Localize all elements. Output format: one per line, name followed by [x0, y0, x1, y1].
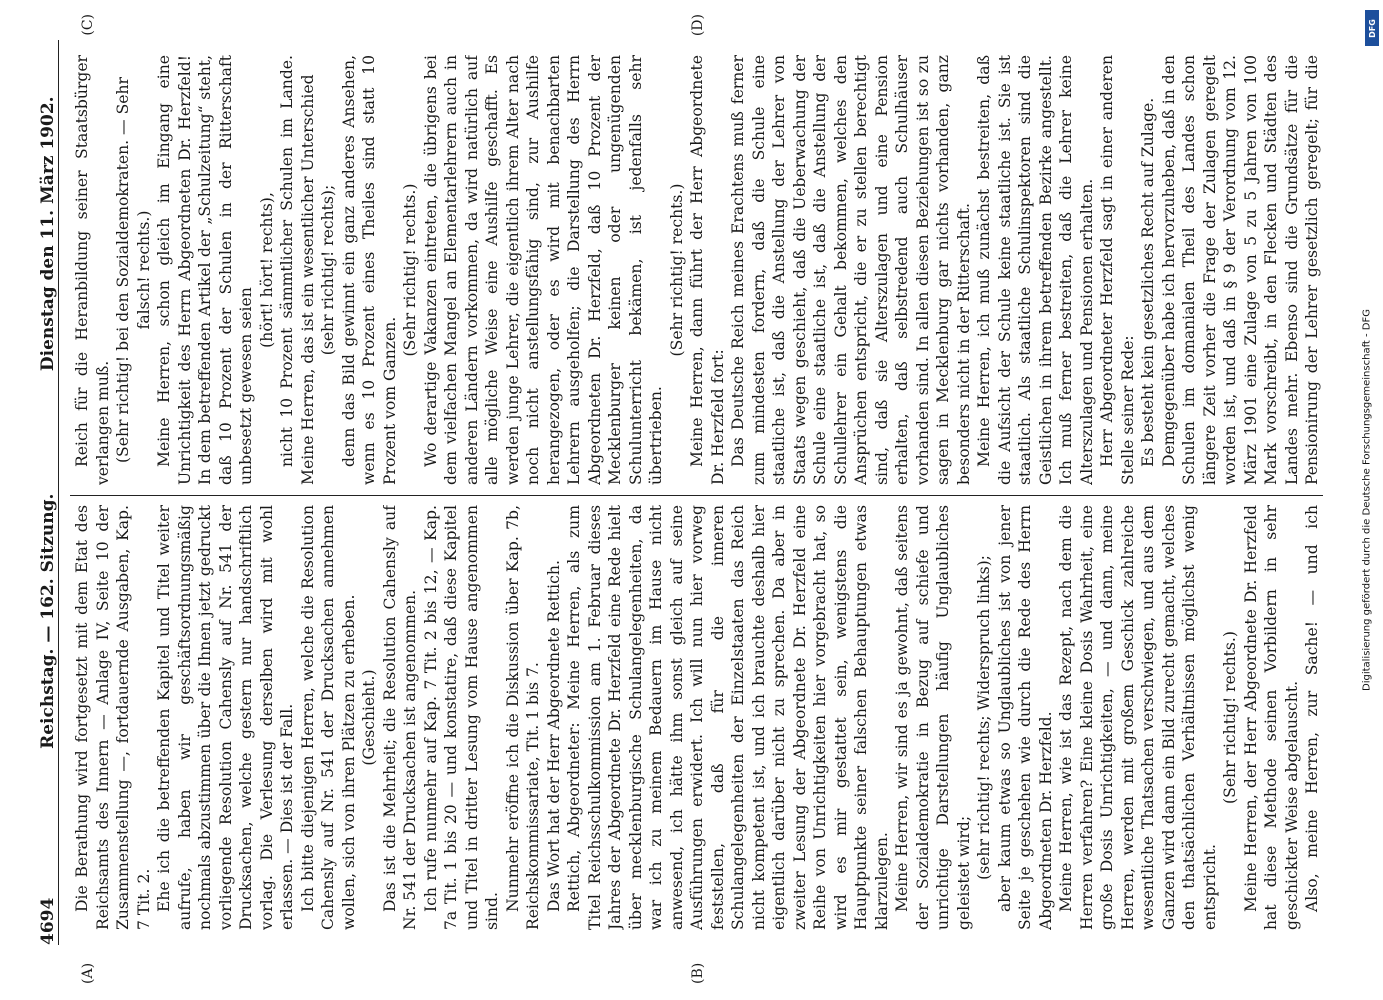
paragraph: Meine Herren, wir sind es ja gewohnt, daß seitens der Sozialdemokratie in Bezug auf schiefe und unrichtige Darstellungen häufig Unglaubliches geleistet wird; — [893, 505, 973, 930]
paragraph: Meine Herren, dann führt der Herr Abgeordnete Dr. Herzfeld fort: — [688, 55, 727, 485]
paragraph: Das Deutsche Reich meines Erachtens muß ferner zum mindesten fordern, daß die Schule eine staatliche ist, daß die Anstellung der Lehrer von Staats wegen geschieht, daß die Ueberwachung der Schule eine staatliche ist, daß die Anstellung der Schullehrer ein Gehalt bekommen, welches den Ansprüchen entspricht, die er zu stellen berechtigt sind, daß sie Alterszulagen und eine Pension erhalten, daß selbstredend auch Schulhäuser vorhanden sind. In allen diesen Beziehungen ist so zu sagen in Mecklenburg gar nichts vorhanden, ganz besonders nicht in der Ritterschaft. — [729, 55, 973, 485]
page-header — [22, 40, 59, 945]
paragraph: Nunmehr eröffne ich die Diskussion über Kap. 7b, Reichskommissariate, Tit. 1 bis 7. — [503, 505, 542, 930]
paragraph: Herr Abgeordneter Herzfeld sagt in einer anderen Stelle seiner Rede: — [1098, 55, 1137, 485]
credit-text: Digitalisierung gefördert durch die Deutsche Forschungsgemeinschaft - DFG — [1361, 308, 1373, 692]
page-number: 4694 — [38, 897, 58, 945]
paragraph: (Sehr richtig! rechts.) — [1221, 631, 1239, 804]
paragraph: (hört! hört! rechts), — [257, 192, 276, 348]
paragraph: Meine Herren, wie ist das Rezept, nach dem die Herren verfahren? Eine kleine Dosis Wahrheit, eine große Dosis Unrichtigkeiten, — und dann, meine Herren, werden mit großem Geschick zahlreiche wesentliche Thatsachen verschwiegen, und aus dem Ganzen wird dann ein Bild zurecht gemacht, welches den thatsächlichen Verhältnissen möglichst wenig entspricht. — [1057, 505, 1219, 930]
paragraph: Meine Herren, ich muß zunächst bestreiten, daß die Aufsicht der Schule keine staatliche ist. Sie ist staatlich. Als staatliche Schulinspektoren sind die Geistlichen in ihrem betreffenden Bezirke angestellt. Ich muß ferner bestreiten, daß die Lehrer keine Alterszulagen und Pensionen erhalten. — [975, 55, 1096, 485]
paragraph: (Geschieht.) — [360, 669, 378, 766]
paragraph: Ehe ich die betreffenden Kapitel und Titel weiter aufrufe, haben wir geschäftsordnungsmäßig nochmals abzustimmen über die Ihnen jetzt gedruckt vorliegende Resolution Cahensly auf Nr. 541 der Drucksachen, welche gestern nur handschriftlich vorlag. Die Verlesung derselben wird mit wohl erlassen. — Dies ist der Fall. — [155, 505, 296, 930]
paragraph: (Sehr richtig! bei den Sozialdemokraten. — Sehr falsch! rechts.) — [114, 76, 153, 464]
paragraph: Reich für die Heranbildung seiner Staatsbürger verlangen muß. — [73, 55, 112, 485]
paragraph: Demgegenüber habe ich hervorzuheben, daß in den Schulen im domanialen Theil des Landes schon längere Zeit vorher die Frage der Zulagen geregelt worden ist, und daß in § 9 der Verordnung vom 12. März 1901 eine Zulage von 5 zu 5 Jahren von 100 Mark vorschreibt, in den Flecken und Städten des Landes mehr. Ebenso sind die Grundsätze für die Pensionirung der Lehrer gesetzlich geregelt; für die — [1159, 55, 1321, 485]
paragraph: Das ist die Mehrheit; die Resolution Cahensly auf Nr. 541 der Drucksachen ist angenommen. — [380, 505, 419, 930]
paragraph: Also, meine Herren, zur Sache! — und ich — [1303, 505, 1321, 912]
right-text-column — [72, 55, 1323, 485]
paragraph: Meine Herren, der Herr Abgeordnete Dr. Herzfeld hat diese Methode seinen Vorbildern in sehr geschickter Weise abgelauscht. — [1241, 505, 1301, 930]
paragraph: nicht 10 Prozent sämmtlicher Schulen im Lande. Meine Herren, das ist ein wesentlicher Unterschied — [278, 55, 317, 485]
margin-marker-d: (D) — [690, 14, 706, 37]
digitization-credit — [1352, 0, 1382, 1000]
paragraph: Es besteht kein gesetzliches Recht auf Zulage. — [1139, 97, 1157, 467]
paragraph: Die Berathung wird fortgesetzt mit dem Etat des Reichsamts des Innern — Anlage IV, Seite 10 der Zusammenstellung —, fortdauernde Ausgaben, Kap. 7 Tit. 2. — [73, 505, 153, 930]
paragraph: Wo derartige Vakanzen eintreten, die übrigens bei dem vielfachen Mangel an Elementarlehrern auch in anderen Ländern vorkommen, da wird natürlich auf alle mögliche Weise eine Aushilfe geschafft. Es werden junge Lehrer, die eigentlich ihrem Alter nach noch nicht anstellungsfähig sind, zur Aushilfe herangezogen, oder es wird mit benachbarten Lehrern ausgeholfen; die Darstellung des Herrn Abgeordneten Dr. Herzfeld, daß 10 Prozent der Mecklenburger keinen oder ungenügenden Schulunterricht bekämen, ist jedenfalls sehr übertrieben. — [421, 55, 665, 485]
paragraph: (Sehr richtig! rechts.) — [667, 183, 686, 357]
margin-marker-b: (B) — [690, 962, 706, 984]
margin-marker-c: (C) — [80, 14, 96, 36]
paragraph: (Sehr richtig! rechts.) — [401, 183, 419, 357]
paragraph: aber kaum etwas so Unglaubliches ist von jener Seite je geschehen wie durch die Rede des Herrn Abgeordneten Dr. Herzfeld. — [995, 505, 1055, 930]
paragraph: Ich bitte diejenigen Herren, welche die Resolution Cahensly auf Nr. 541 der Drucksachen annehmen wollen, sich von ihren Plätzen zu erheben. — [298, 505, 358, 930]
paragraph: Das Wort hat der Herr Abgeordnete Rettich. — [544, 560, 563, 912]
paragraph: Rettich, Abgeordneter: Meine Herren, als zum Titel Reichsschulkommission am 1. Februar dieses Jahres der Abgeordnete Dr. Herzfeld eine Rede hielt über mecklenburgische Schulangelegenheiten, da war ich zu meinem Bedauern im Hause nicht anwesend, ich hätte ihm sonst gleich auf seine Ausführungen erwidert. Ich will nun hier vorweg feststellen, daß für die inneren Schulangelegenheiten der Einzelstaaten das Reich nicht kompetent ist, und ich brauchte deshalb hier eigentlich darüber nicht zu sprechen. Da aber in zweiter Lesung der Abgeordnete Dr. Herzfeld eine Reihe von Unrichtigkeiten hier vorgebracht hat, so wird es mir gestattet sein, wenigstens die Hauptpunkte seiner falschen Behauptungen etwas klarzulegen. — [565, 505, 891, 930]
paragraph: (sehr richtig! rechts); — [319, 184, 337, 356]
paragraph: Ich rufe nunmehr auf Kap. 7 Tit. 2 bis 12, — Kap. 7a Tit. 1 bis 20 — und konstatire, daß diese Kapitel und Titel in dritter Lesung vom Hause angenommen sind. — [421, 505, 501, 930]
paragraph: (sehr richtig! rechts; Widerspruch links); — [975, 555, 993, 880]
paragraph: denn das Bild gewinnt ein ganz anderes Ansehen, wenn es 10 Prozent eines Theiles sind statt 10 Prozent vom Ganzen. — [339, 55, 399, 485]
left-running-title: Reichstag. — 162. Sitzung. — [38, 493, 58, 749]
margin-marker-a: (A) — [80, 962, 96, 984]
column-divider — [70, 495, 1323, 496]
paragraph: Meine Herren, schon gleich im Eingang eine Unrichtigkeit des Herrn Abgeordneten Dr. Herzfeld! In dem betreffenden Artikel der „Schulzeitung“ steht, daß 10 Prozent der Schulen in der Ritterschaft unbesetzt gewesen seien — [155, 55, 255, 485]
dfg-logo-text: DFG — [1367, 18, 1377, 38]
left-text-column — [72, 505, 1323, 930]
dfg-logo — [1365, 10, 1379, 46]
right-running-title: Dienstag den 11. März 1902. — [38, 96, 58, 372]
